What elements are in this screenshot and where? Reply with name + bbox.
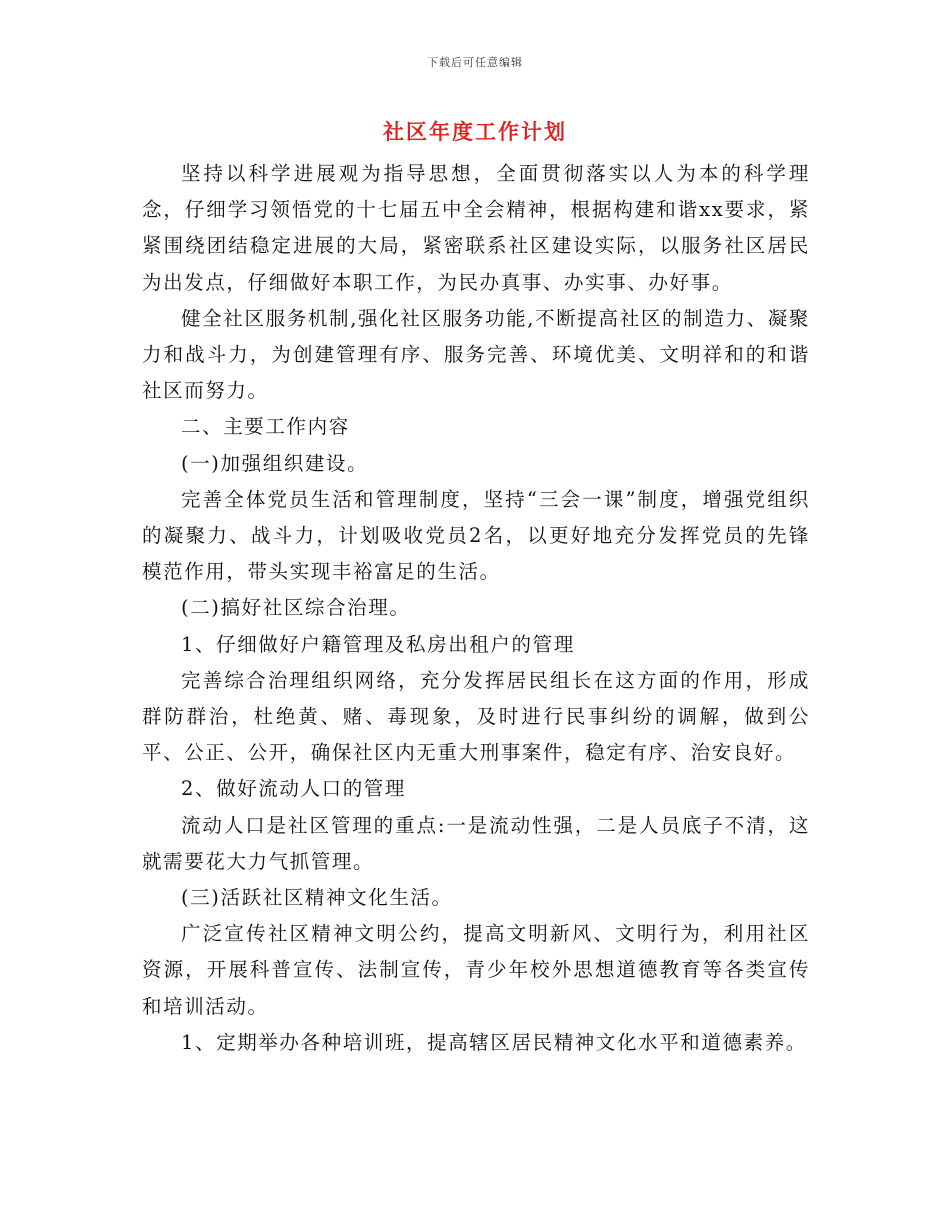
paragraph-civilization-publicity: 广泛宣传社区精神文明公约，提高文明新风、文明行为，利用社区资源，开展科普宣传、法制宣传，青少年校外思想道德教育等各类宣传和培训活动。 <box>142 922 810 1018</box>
document-title: 社区年度工作计划 <box>383 119 567 144</box>
paragraph-service-mechanism: 健全社区服务机制,强化社区服务功能,不断提高社区的制造力、凝聚力和战斗力，为创建管理有序、服务完善、环境优美、文明祥和的和谐社区而努力。 <box>142 306 810 403</box>
section-heading-main-work: 二、主要工作内容 <box>181 415 350 439</box>
item-heading-floating-population: 2、做好流动人口的管理 <box>181 777 407 801</box>
item-heading-training-classes: 1、定期举办各种培训班，提高辖区居民精神文化水平和道德素养。 <box>181 1030 807 1054</box>
item-heading-household-registration: 1、仔细做好户籍管理及私房出租户的管理 <box>181 632 575 656</box>
paragraph-guiding-thought: 坚持以科学进展观为指导思想，全面贯彻落实以人为本的科学理念，仔细学习领悟党的十七届五中全会精神，根据构建和谐xx要求，紧紧围绕团结稳定进展的大局，紧密联系社区建设实际，以服务社区居民为出发点，仔细做好本职工作，为民办真事、办实事、办好事。 <box>142 162 810 294</box>
paragraph-governance-network: 完善综合治理组织网络，充分发挥居民组长在这方面的作用，形成群防群治，杜绝黄、赌、毒现象，及时进行民事纠纷的调解，做到公平、公正、公开，确保社区内无重大刑事案件，稳定有序、治安良好。 <box>142 668 810 765</box>
subsection-heading-governance: (二)搞好社区综合治理。 <box>181 596 411 620</box>
header-note: 下载后可任意编辑 <box>427 56 523 69</box>
paragraph-floating-population: 流动人口是社区管理的重点:一是流动性强，二是人员底子不清，这就需要花大力气抓管理。 <box>142 813 810 873</box>
subsection-heading-organization: (一)加强组织建设。 <box>181 451 369 475</box>
document-body <box>142 156 810 1061</box>
subsection-heading-culture: (三)活跃社区精神文化生活。 <box>181 886 453 910</box>
paragraph-party-members: 完善全体党员生活和管理制度，坚持“三会一课”制度，增强党组织的凝聚力、战斗力，计划吸收党员2名，以更好地充分发挥党员的先锋模范作用，带头实现丰裕富足的生活。 <box>142 487 810 584</box>
